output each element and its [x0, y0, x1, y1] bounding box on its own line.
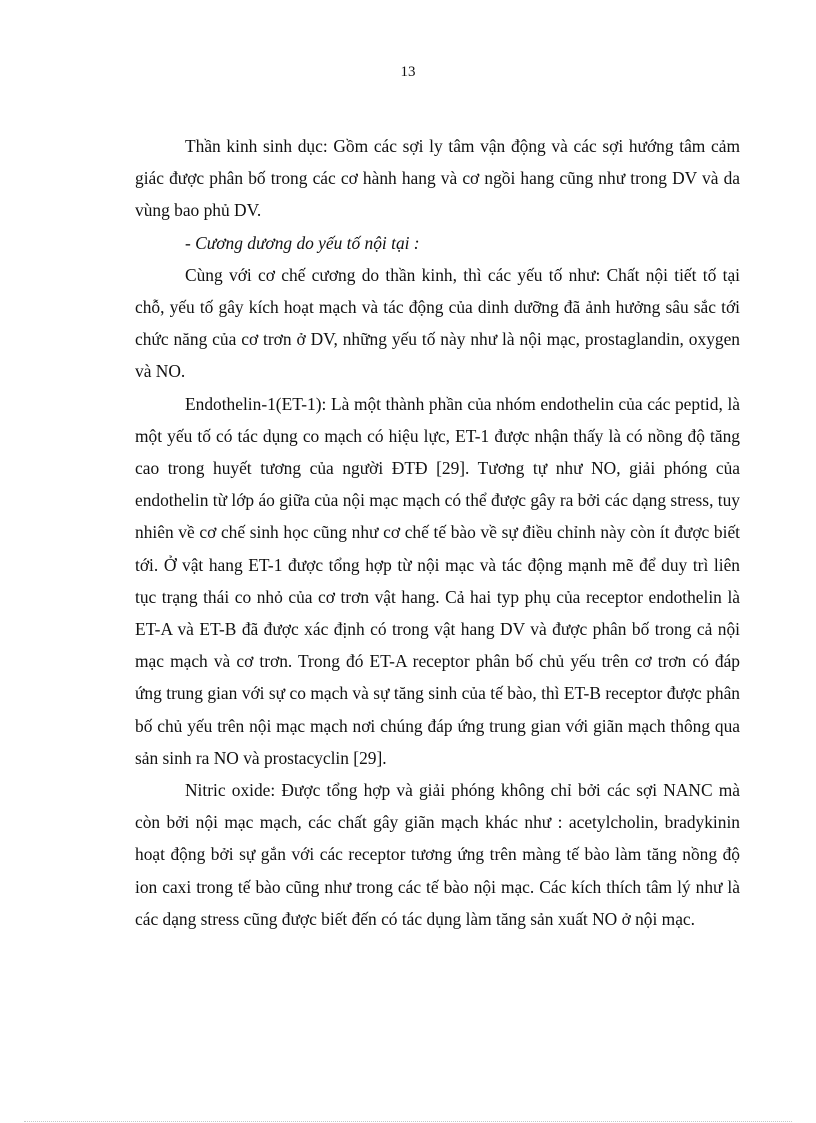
paragraph-intrinsic-factors: Cùng với cơ chế cương do thần kinh, thì các yếu tố như: Chất nội tiết tố tại chỗ, yếu tố gây kích hoạt mạch và tác động của dinh dưỡng đã ảnh hưởng sâu sắc tới chức năng của cơ trơn ở DV, những yếu tố này như là nội mạc, prostaglandin, oxygen và NO. — [135, 264, 740, 382]
page-bottom-divider — [24, 1121, 792, 1122]
paragraph-endothelin: Endothelin-1(ET-1): Là một thành phần của nhóm endothelin của các peptid, là một yếu tố có tác dụng co mạch có hiệu lực, ET-1 được nhận thấy là có nồng độ tăng cao trong huyết tương của người ĐTĐ [29]. Tương tự như NO, giải phóng của endothelin từ lớp áo giữa của nội mạc mạch có thể được gây ra bởi các dạng stress, tuy nhiên về cơ chế sinh học cũng như cơ chế tế bào về sự điều chỉnh này còn ít được biết tới. Ở vật hang ET-1 được tổng hợp từ nội mạc và tác động mạnh mẽ để duy trì liên tục trạng thái co nhỏ của cơ trơn vật hang. Cả hai typ phụ của receptor endothelin là ET-A và ET-B đã được xác định có trong vật hang DV và được phân bố trong cả nội mạc mạch và cơ trơn. Trong đó ET-A receptor phân bố chủ yếu trên cơ trơn có đáp ứng trung gian với sự co mạch và sự tăng sinh của tế bào, thì ET-B receptor được phân bố chủ yếu trên nội mạc mạch nơi chúng đáp ứng trung gian với giãn mạch thông qua sản sinh ra NO và prostacyclin [29]. — [135, 393, 740, 768]
paragraph-genital-nerves: Thần kinh sinh dục: Gồm các sợi ly tâm vận động và các sợi hướng tâm cảm giác được phân bố trong các cơ hành hang và cơ ngồi hang cũng như trong DV và da vùng bao phủ DV. — [135, 136, 740, 221]
section-heading-intrinsic-factors: - Cương dương do yếu tố nội tại : — [185, 232, 420, 253]
page-number: 13 — [400, 64, 416, 80]
paragraph-nitric-oxide: Nitric oxide: Được tổng hợp và giải phóng không chỉ bởi các sợi NANC mà còn bởi nội mạc mạch, các chất gây giãn mạch khác như : acetylcholin, bradykinin hoạt động bởi sự gắn với các receptor tương ứng trên màng tế bào làm tăng nồng độ ion caxi trong tế bào cũng như trong các tế bào nội mạc. Các kích thích tâm lý như là các dạng stress cũng được biết đến có tác dụng làm tăng sản xuất NO ở nội mạc. — [135, 780, 740, 929]
document-body — [135, 130, 740, 935]
